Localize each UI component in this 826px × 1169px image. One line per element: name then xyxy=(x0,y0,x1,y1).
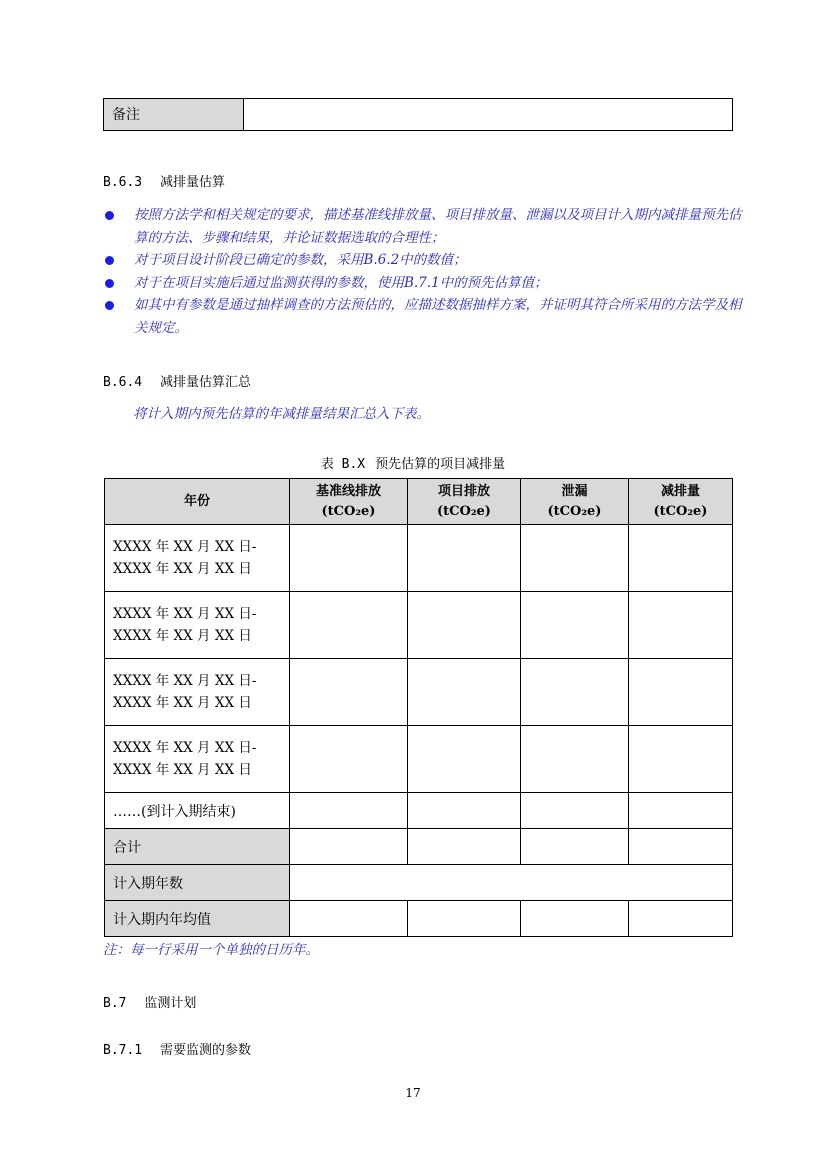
section-number: B.6.3 xyxy=(103,175,143,190)
period-cell: XXXX 年 XX 月 XX 日- XXXX 年 XX 月 XX 日 xyxy=(105,726,290,793)
list-item xyxy=(103,249,743,272)
section-number: B.6.4 xyxy=(103,375,143,390)
table-cell xyxy=(408,659,521,726)
table-row xyxy=(105,592,733,659)
table-cell xyxy=(521,592,629,659)
table-cell xyxy=(521,525,629,592)
bullet-text: 对于项目设计阶段已确定的参数，采用B.6.2中的数值； xyxy=(134,252,467,268)
table-row xyxy=(105,525,733,592)
column-header-baseline: 基准线排放 (tCO₂e) xyxy=(290,479,408,525)
list-item xyxy=(103,272,743,295)
table-cell xyxy=(408,525,521,592)
table-row xyxy=(105,726,733,793)
table-cell xyxy=(290,793,408,829)
table-cell xyxy=(408,901,521,937)
table-row xyxy=(105,659,733,726)
page-number: 17 xyxy=(405,1086,421,1100)
table-cell xyxy=(408,793,521,829)
table-cell xyxy=(521,829,629,865)
remarks-label: 备注 xyxy=(104,99,244,130)
emission-reduction-table xyxy=(104,478,733,937)
bullet-icon xyxy=(105,256,114,265)
remarks-table xyxy=(103,98,733,131)
table-cell xyxy=(629,829,733,865)
bullet-text: 对于在项目实施后通过监测获得的参数，使用B.7.1中的预先估算值； xyxy=(134,274,548,291)
table-cell xyxy=(290,659,408,726)
table-cell xyxy=(629,726,733,793)
table-cell xyxy=(290,865,733,901)
table-cell xyxy=(521,793,629,829)
ellipsis-row xyxy=(105,793,733,829)
crediting-years-label: 计入期年数 xyxy=(105,865,290,901)
table-cell xyxy=(521,726,629,793)
guidance-bullet-list xyxy=(103,204,743,339)
bullet-text: 按照方法学和相关规定的要求，描述基准线排放量、项目排放量、泄漏以及项目计入期内减排量预先估算的方法、步骤和结果，并论证数据选取的合理性； xyxy=(134,207,742,246)
table-cell xyxy=(290,829,408,865)
section-number: B.7.1 xyxy=(103,1043,143,1058)
table-cell xyxy=(290,592,408,659)
table-cell xyxy=(521,901,629,937)
bullet-icon xyxy=(105,301,114,310)
list-item xyxy=(103,294,743,339)
table-cell xyxy=(629,525,733,592)
section-title: 需要监测的参数 xyxy=(159,1043,251,1058)
table-cell xyxy=(290,901,408,937)
column-header-reduction: 减排量 (tCO₂e) xyxy=(629,479,733,525)
ellipsis-label: ……(到计入期结束) xyxy=(105,793,290,829)
section-heading-b64 xyxy=(103,371,251,390)
column-header-project: 项目排放 (tCO₂e) xyxy=(408,479,521,525)
table-note: 注：每一行采用一个单独的日历年。 xyxy=(103,942,319,958)
table-cell xyxy=(629,901,733,937)
intro-text: 将计入期内预先估算的年减排量结果汇总入下表。 xyxy=(133,406,430,422)
table-cell xyxy=(521,659,629,726)
table-cell xyxy=(290,726,408,793)
total-row xyxy=(105,829,733,865)
table-caption-title: 预先估算的项目减排量 xyxy=(375,457,506,472)
section-heading-b7 xyxy=(103,992,196,1011)
section-title: 监测计划 xyxy=(144,996,197,1011)
section-title: 减排量估算汇总 xyxy=(159,375,251,390)
crediting-years-row xyxy=(105,865,733,901)
total-label: 合计 xyxy=(105,829,290,865)
column-header-leakage: 泄漏 (tCO₂e) xyxy=(521,479,629,525)
table-cell xyxy=(408,726,521,793)
bullet-icon xyxy=(105,279,114,288)
table-cell xyxy=(408,829,521,865)
table-cell xyxy=(408,592,521,659)
section-heading-b71 xyxy=(103,1039,251,1058)
table-cell xyxy=(629,592,733,659)
annual-average-label: 计入期内年均值 xyxy=(105,901,290,937)
period-cell: XXXX 年 XX 月 XX 日- XXXX 年 XX 月 XX 日 xyxy=(105,525,290,592)
bullet-text: 如其中有参数是通过抽样调查的方法预估的，应描述数据抽样方案，并证明其符合所采用的方法学及相关规定。 xyxy=(134,297,742,336)
period-cell: XXXX 年 XX 月 XX 日- XXXX 年 XX 月 XX 日 xyxy=(105,592,290,659)
annual-average-row xyxy=(105,901,733,937)
remarks-value xyxy=(244,99,732,130)
section-heading-b63 xyxy=(103,171,225,190)
table-cell xyxy=(290,525,408,592)
table-caption-id: 表 B.X xyxy=(320,457,366,472)
section-title: 减排量估算 xyxy=(159,175,225,190)
bullet-icon xyxy=(105,211,114,220)
table-cell xyxy=(629,659,733,726)
period-cell: XXXX 年 XX 月 XX 日- XXXX 年 XX 月 XX 日 xyxy=(105,659,290,726)
table-caption xyxy=(0,453,826,472)
section-number: B.7 xyxy=(103,996,127,1011)
table-header-row xyxy=(105,479,733,525)
table-cell xyxy=(629,793,733,829)
list-item xyxy=(103,204,743,249)
column-header-year: 年份 xyxy=(105,479,290,525)
